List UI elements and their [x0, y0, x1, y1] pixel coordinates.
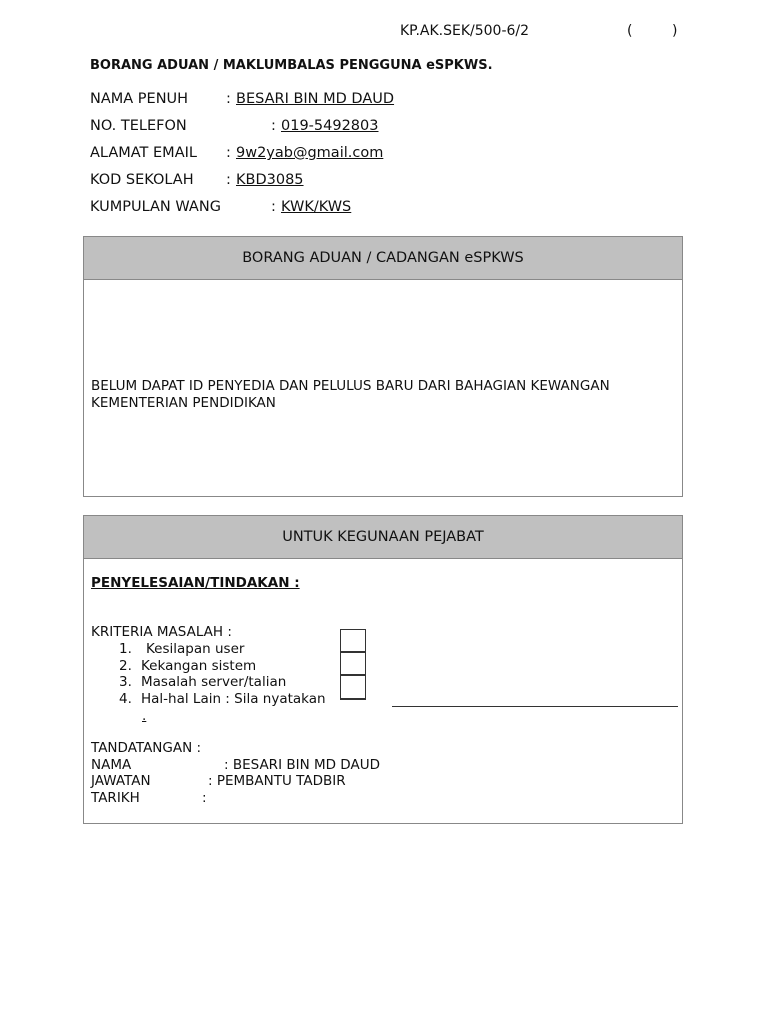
resolution-section-title: PENYELESAIAN/TINDAKAN :	[91, 575, 300, 591]
criteria-label: KRITERIA MASALAH :	[91, 624, 232, 640]
colon: :	[226, 145, 231, 161]
nama-label: NAMA	[91, 757, 132, 773]
criteria-num-3: 3.	[119, 674, 132, 690]
checkbox-bottom-line	[340, 699, 366, 700]
label-kumpulan-wang: KUMPULAN WANG	[90, 199, 221, 215]
form-title: BORANG ADUAN / MAKLUMBALAS PENGGUNA eSPKWS.	[90, 58, 493, 73]
complaint-box	[83, 236, 683, 497]
criteria-text-2: Kekangan sistem	[141, 658, 257, 674]
complaint-text-line-1: BELUM DAPAT ID PENYEDIA DAN PELULUS BARU DARI BAHAGIAN KEWANGAN	[91, 378, 610, 394]
value-no-telefon: 019-5492803	[281, 118, 379, 134]
office-use-box	[83, 515, 683, 824]
colon: :	[271, 199, 276, 215]
jawatan-value: : PEMBANTU TADBIR	[208, 773, 346, 789]
value-alamat-email: 9w2yab@gmail.com	[236, 145, 384, 161]
criteria-text-3: Masalah server/talian	[141, 674, 287, 690]
criteria-text-4: Hal-hal Lain : Sila nyatakan	[141, 691, 326, 707]
colon: :	[271, 118, 276, 134]
complaint-text-line-2: KEMENTERIAN PENDIDIKAN	[91, 395, 276, 411]
stray-mark: .	[142, 708, 147, 724]
value-kod-sekolah: KBD3085	[236, 172, 304, 188]
label-kod-sekolah: KOD SEKOLAH	[90, 172, 194, 188]
value-nama-penuh: BESARI BIN MD DAUD	[236, 91, 395, 107]
specify-line[interactable]	[392, 706, 678, 707]
checkbox-kekangan-sistem[interactable]	[340, 652, 366, 675]
criteria-num-1: 1.	[119, 641, 132, 657]
label-no-telefon: NO. TELEFON	[90, 118, 187, 134]
checkbox-masalah-server[interactable]	[340, 675, 366, 699]
nama-value: : BESARI BIN MD DAUD	[224, 757, 380, 773]
office-box-header: UNTUK KEGUNAAN PEJABAT	[84, 516, 682, 559]
label-alamat-email: ALAMAT EMAIL	[90, 145, 197, 161]
colon: :	[226, 91, 231, 107]
complaint-box-header: BORANG ADUAN / CADANGAN eSPKWS	[84, 237, 682, 280]
tarikh-label: TARIKH	[91, 790, 140, 806]
reference-code: KP.AK.SEK/500-6/2	[400, 23, 530, 39]
checkbox-kesilapan-user[interactable]	[340, 629, 366, 652]
criteria-text-1: Kesilapan user	[146, 641, 245, 657]
paren-open: (	[627, 23, 633, 39]
value-kumpulan-wang: KWK/KWS	[281, 199, 352, 215]
signature-label: TANDATANGAN :	[91, 740, 202, 756]
criteria-num-4: 4.	[119, 691, 132, 707]
colon: :	[226, 172, 231, 188]
paren-close: )	[672, 23, 678, 39]
criteria-num-2: 2.	[119, 658, 132, 674]
tarikh-value: :	[202, 790, 207, 806]
label-nama-penuh: NAMA PENUH	[90, 91, 189, 107]
jawatan-label: JAWATAN	[91, 773, 151, 789]
